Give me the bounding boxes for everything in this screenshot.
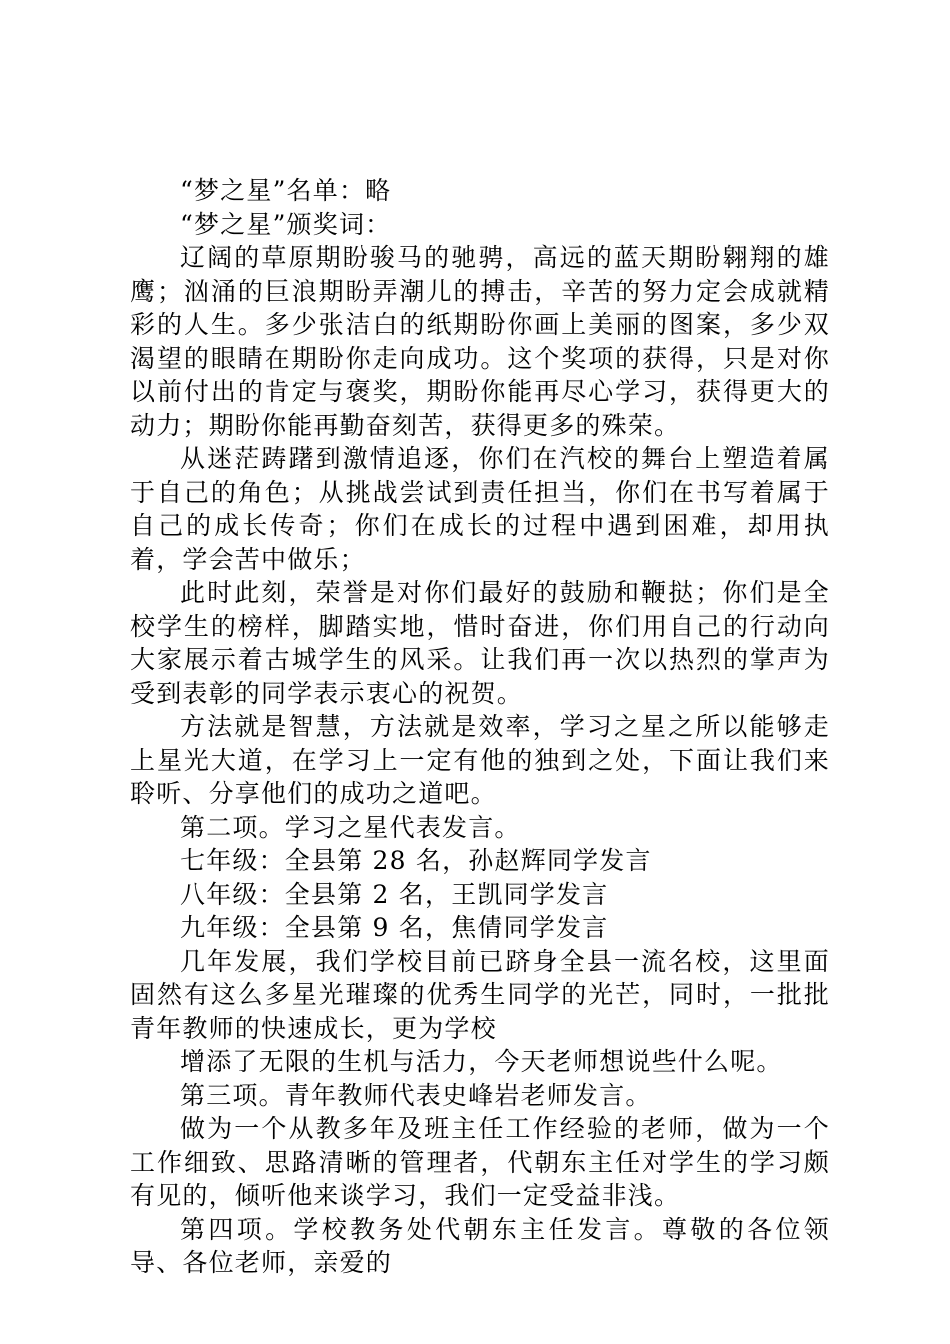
paragraph-award-speech-3: 此时此刻，荣誉是对你们最好的鼓励和鞭挞；你们是全校学生的榜样，脚踏实地，惜时奋进，你们用自己的行动向大家展示着古城学生的风采。让我们再一次以热烈的掌声为受到表彰的同学表示衷心的祝贺。 [130, 578, 830, 708]
document-page [130, 174, 830, 1280]
paragraph-grade-nine: 九年级：全县第 9 名，焦倩同学发言 [180, 913, 609, 942]
paragraph-school-development: 几年发展，我们学校目前已跻身全县一流名校，这里面固然有这么多星光璀璨的优秀生同学的光芒，同时，一批批青年教师的快速成长，更为学校 [130, 946, 830, 1043]
paragraph-method-intro: 方法就是智慧，方法就是效率，学习之星之所以能够走上星光大道，在学习上一定有他的独到之处，下面让我们来聆听、分享他们的成功之道吧。 [130, 712, 830, 808]
paragraph-item-two: 第二项。学习之星代表发言。 [180, 812, 521, 842]
paragraph-school-development-cont: 增添了无限的生机与活力，今天老师想说些什么呢。 [180, 1047, 783, 1076]
paragraph-dream-star-list: “梦之星”名单：略 [180, 176, 392, 205]
paragraph-grade-seven: 七年级：全县第 28 名，孙赵辉同学发言 [180, 846, 652, 875]
paragraph-director-intro: 做为一个从教多年及班主任工作经验的老师，做为一个工作细致、思路清晰的管理者，代朝东主任对学生的学习颇有见的，倾听他来谈学习，我们一定受益非浅。 [130, 1114, 830, 1210]
paragraph-grade-eight: 八年级：全县第 2 名，王凯同学发言 [180, 879, 609, 909]
paragraph-item-four: 第四项。学校教务处代朝东主任发言。尊敬的各位领导、各位老师，亲爱的 [130, 1214, 830, 1277]
paragraph-award-speech-2: 从迷茫踌躇到激情追逐，你们在汽校的舞台上塑造着属于自己的角色；从挑战尝试到责任担当，你们在书写着属于自己的成长传奇；你们在成长的过程中遇到困难，却用执着，学会苦中做乐； [130, 444, 830, 574]
paragraph-award-speech-1: 辽阔的草原期盼骏马的驰骋，高远的蓝天期盼翱翔的雄鹰；汹涌的巨浪期盼弄潮儿的搏击，辛苦的努力定会成就精彩的人生。多少张洁白的纸期盼你画上美丽的图案，多少双渴望的眼睛在期盼你走向成功。这个奖项的获得，只是对你以前付出的肯定与褒奖，期盼你能再尽心学习，获得更大的动力；期盼你能再勤奋刻苦，获得更多的殊荣。 [130, 243, 830, 440]
paragraph-dream-star-award-heading: “梦之星”颁奖词： [180, 209, 392, 239]
paragraph-item-three: 第三项。青年教师代表史峰岩老师发言。 [180, 1080, 652, 1110]
